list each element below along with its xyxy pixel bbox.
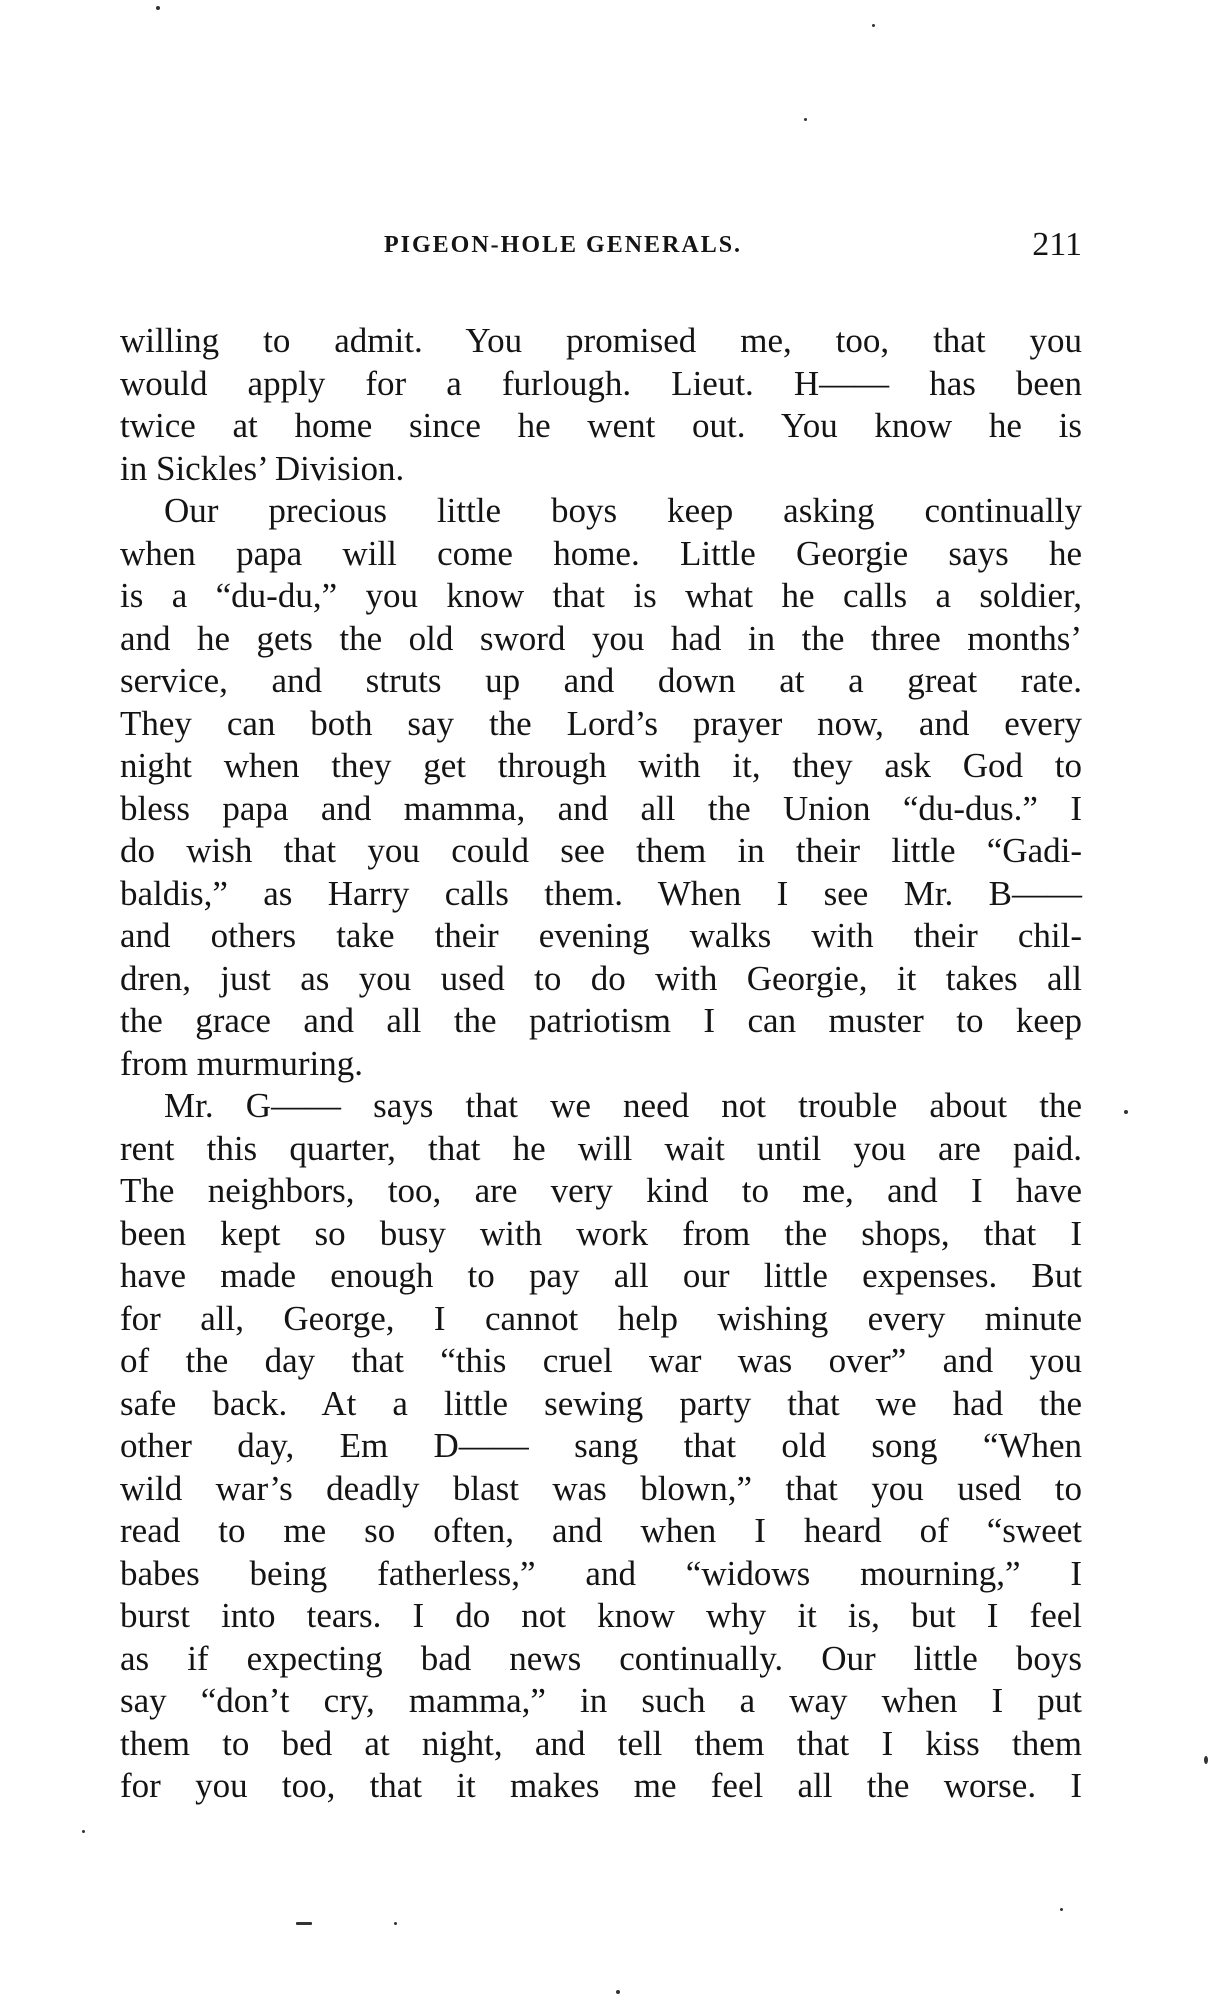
ink-speck xyxy=(616,1990,620,1994)
text-line: them to bed at night, and tell them that I kiss them xyxy=(120,1723,1082,1763)
text-line: dren, just as you used to do with Georgie, it takes all xyxy=(120,958,1082,998)
text-line: other day, Em D—— sang that old song “When xyxy=(120,1426,1082,1465)
text-line: safe back. At a little sewing party that we had the xyxy=(120,1383,1082,1423)
text-line: They can both say the Lord’s prayer now, and every xyxy=(120,703,1082,743)
text-line: say “don’t cry, mamma,” in such a way when I put xyxy=(120,1681,1082,1720)
text-line: when papa will come home. Little Georgie says he xyxy=(120,533,1082,573)
text-line: baldis,” as Harry calls them. When I see Mr. B—— xyxy=(120,873,1082,913)
ink-speck xyxy=(872,24,875,27)
ink-speck xyxy=(804,118,807,121)
text-line: in Sickles’ Division. xyxy=(120,448,405,488)
text-line: for all, George, I cannot help wishing every minute xyxy=(120,1298,1082,1338)
text-line: would apply for a furlough. Lieut. H—— has been xyxy=(120,363,1082,403)
text-line: wild war’s deadly blast was blown,” that you used to xyxy=(120,1468,1082,1508)
running-head xyxy=(120,226,1082,270)
ink-speck xyxy=(1124,1110,1128,1114)
body-text xyxy=(120,320,1082,1808)
ink-speck xyxy=(156,6,160,10)
text-line: The neighbors, too, are very kind to me, and I have xyxy=(120,1171,1082,1210)
text-line: for you too, that it makes me feel all the worse. I xyxy=(120,1766,1082,1805)
text-line: do wish that you could see them in their little “Gadi- xyxy=(120,831,1082,870)
ink-speck xyxy=(1204,1756,1208,1764)
ink-speck xyxy=(296,1922,312,1925)
ink-speck xyxy=(1060,1908,1063,1911)
text-line: Our precious little boys keep asking continually xyxy=(164,491,1082,530)
text-line: service, and struts up and down at a great rate. xyxy=(120,661,1082,700)
text-line: Mr. G—— says that we need not trouble about the xyxy=(164,1086,1082,1125)
text-line: babes being fatherless,” and “widows mourning,” I xyxy=(120,1553,1082,1593)
running-title: PIGEON-HOLE GENERALS. xyxy=(384,232,743,258)
text-line: willing to admit. You promised me, too, that you xyxy=(120,321,1082,360)
text-line: the grace and all the patriotism I can muster to keep xyxy=(120,1001,1082,1040)
text-line: rent this quarter, that he will wait until you are paid. xyxy=(120,1128,1082,1168)
ink-speck xyxy=(394,1922,397,1925)
text-line: burst into tears. I do not know why it is, but I feel xyxy=(120,1596,1082,1635)
text-line: of the day that “this cruel war was over” and you xyxy=(120,1341,1082,1380)
text-line: have made enough to pay all our little expenses. But xyxy=(120,1256,1082,1295)
text-line: and he gets the old sword you had in the three months’ xyxy=(120,618,1082,658)
page-number: 211 xyxy=(1032,226,1082,263)
text-line: night when they get through with it, they ask God to xyxy=(120,746,1082,785)
text-line: read to me so often, and when I heard of “sweet xyxy=(120,1511,1082,1550)
text-line: bless papa and mamma, and all the Union “du-dus.” I xyxy=(120,788,1082,828)
text-line: been kept so busy with work from the shops, that I xyxy=(120,1213,1082,1253)
text-line: twice at home since he went out. You know he is xyxy=(120,406,1082,445)
ink-speck xyxy=(82,1830,85,1833)
text-line: and others take their evening walks with their chil- xyxy=(120,916,1082,955)
text-line: as if expecting bad news continually. Our little boys xyxy=(120,1638,1082,1678)
text-line: from murmuring. xyxy=(120,1043,364,1083)
text-line: is a “du-du,” you know that is what he calls a soldier, xyxy=(120,576,1082,615)
